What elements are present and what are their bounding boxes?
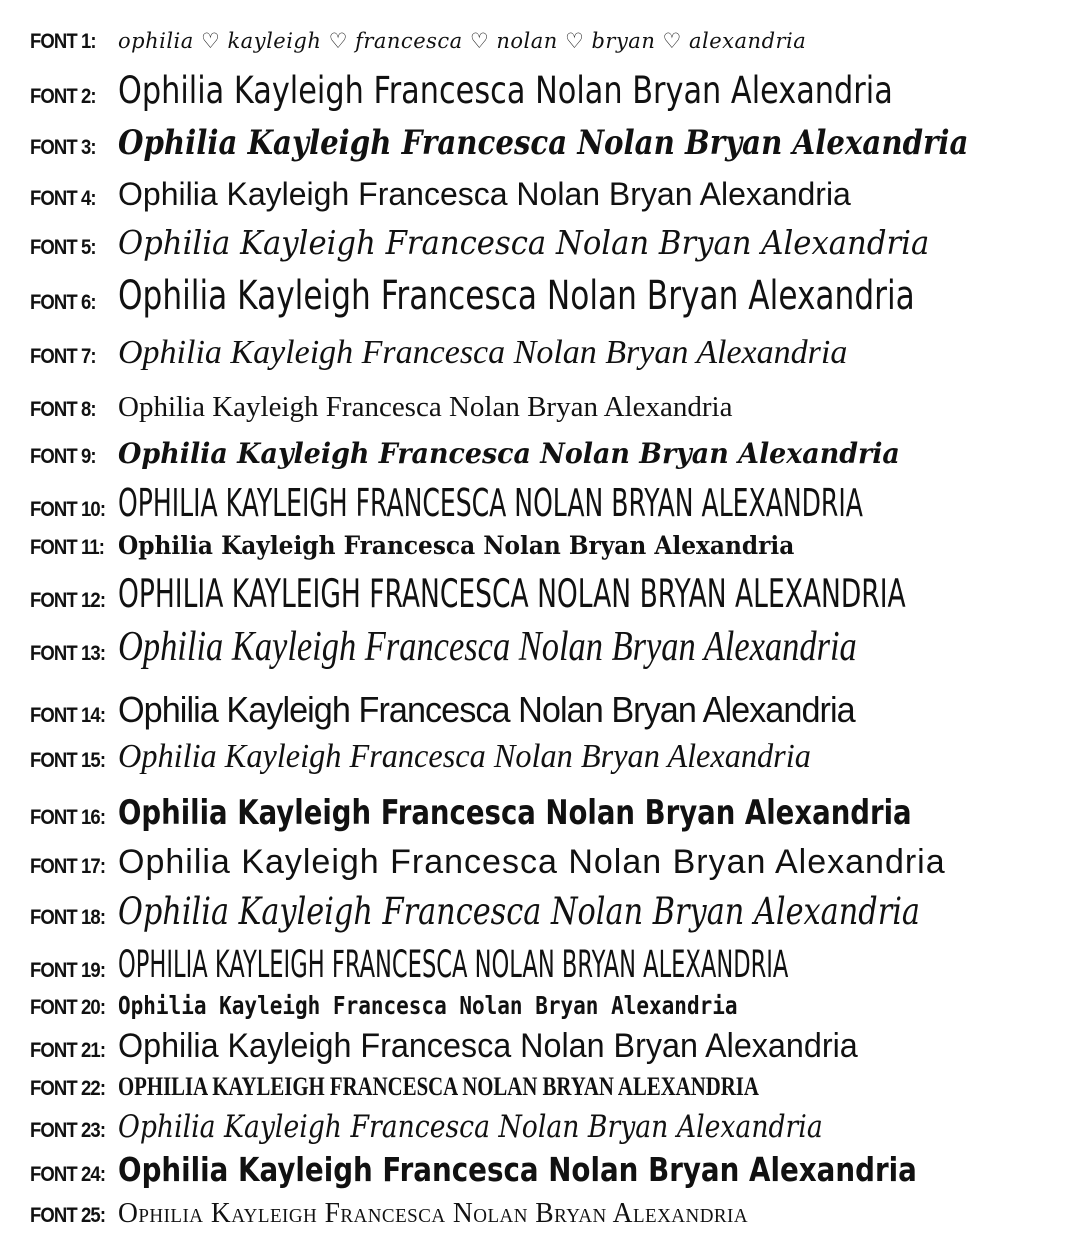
font-row-17 [30, 845, 1051, 879]
font-label: FONT 24: [30, 1163, 106, 1186]
font-row-11 [30, 533, 1051, 560]
font-label: FONT 14: [30, 704, 106, 727]
font-sample: OPHILIA KAYLEIGH FRANCESCA NOLAN BRYAN ALEXANDRIA [118, 481, 863, 525]
font-row-5 [30, 223, 1051, 262]
font-label: FONT 20: [30, 996, 106, 1019]
font-label: FONT 19: [30, 959, 106, 982]
font-sample: Ophilia Kayleigh Francesca Nolan Bryan Alexandria [118, 531, 795, 560]
font-row-20 [30, 993, 1051, 1020]
font-sample: Ophilia Kayleigh Francesca Nolan Bryan Alexandria [118, 1109, 823, 1145]
font-label: FONT 16: [30, 806, 106, 829]
font-row-25 [30, 1199, 1051, 1228]
font-sample: Ophilia Kayleigh Francesca Nolan Bryan Alexandria [118, 1150, 917, 1189]
font-label: FONT 18: [30, 906, 106, 929]
font-sample: Ophilia Kayleigh Francesca Nolan Bryan Alexandria [118, 1197, 749, 1229]
font-label: FONT 8: [30, 398, 96, 421]
font-label: FONT 23: [30, 1119, 106, 1142]
font-label: FONT 9: [30, 445, 96, 468]
font-sample: Ophilia Kayleigh Francesca Nolan Bryan Alexandria [118, 334, 848, 371]
font-label: FONT 15: [30, 749, 106, 772]
font-row-8 [30, 393, 1051, 422]
font-sample: Ophilia Kayleigh Francesca Nolan Bryan Alexandria [118, 624, 857, 670]
font-sample: Ophilia Kayleigh Francesca Nolan Bryan Alexandria [118, 890, 920, 933]
font-row-15 [30, 740, 1051, 774]
font-sample: Ophilia Kayleigh Francesca Nolan Bryan Alexandria [118, 1027, 858, 1065]
font-label: FONT 4: [30, 187, 96, 210]
font-sample: Ophilia Kayleigh Francesca Nolan Bryan Alexandria [118, 391, 733, 423]
font-row-23 [30, 1109, 1051, 1145]
font-label: FONT 12: [30, 589, 106, 612]
font-sample: ophilia ♡ kayleigh ♡ francesca ♡ nolan ♡ bryan ♡ alexandria [118, 29, 807, 53]
font-row-1 [30, 30, 1051, 54]
font-sample: Ophilia Kayleigh Francesca Nolan Bryan Alexandria [118, 437, 900, 470]
font-sample: OPHILIA KAYLEIGH FRANCESCA NOLAN BRYAN ALEXANDRIA [118, 1072, 759, 1101]
font-sample: OPHILIA KAYLEIGH FRANCESCA NOLAN BRYAN ALEXANDRIA [118, 943, 789, 986]
font-label: FONT 10: [30, 498, 106, 521]
font-label: FONT 21: [30, 1039, 106, 1062]
font-row-12 [30, 572, 1051, 617]
font-row-22 [30, 1074, 1051, 1101]
font-sample: Ophilia Kayleigh Francesca Nolan Bryan Alexandria [118, 123, 969, 163]
font-row-7 [30, 336, 1051, 370]
font-sample: Ophilia Kayleigh Francesca Nolan Bryan Alexandria [118, 689, 855, 730]
font-row-10 [30, 481, 1051, 525]
font-label: FONT 1: [30, 30, 96, 53]
font-row-4 [30, 178, 1051, 211]
font-row-13 [30, 626, 1051, 668]
font-sample: Ophilia Kayleigh Francesca Nolan Bryan Alexandria [118, 793, 912, 833]
font-label: FONT 22: [30, 1077, 106, 1100]
font-row-2 [30, 69, 1051, 112]
font-row-3 [30, 123, 1051, 163]
font-label: FONT 6: [30, 291, 96, 314]
font-label: FONT 2: [30, 85, 96, 108]
font-sample: Ophilia Kayleigh Francesca Nolan Bryan Alexandria [118, 738, 811, 775]
font-label: FONT 11: [30, 536, 105, 559]
font-row-18 [30, 890, 1051, 933]
font-sample: Ophilia Kayleigh Francesca Nolan Bryan Alexandria [118, 273, 915, 319]
font-sample: Ophilia Kayleigh Francesca Nolan Bryan Alexandria [118, 843, 946, 881]
font-row-19 [30, 943, 1051, 986]
font-row-9 [30, 437, 1051, 470]
font-row-6 [30, 273, 1051, 319]
font-sample: Ophilia Kayleigh Francesca Nolan Bryan Alexandria [118, 991, 738, 1020]
font-sample: OPHILIA KAYLEIGH FRANCESCA NOLAN BRYAN ALEXANDRIA [118, 572, 906, 617]
font-sample: Ophilia Kayleigh Francesca Nolan Bryan Alexandria [118, 69, 893, 112]
font-sample: Ophilia Kayleigh Francesca Nolan Bryan Alexandria [118, 223, 930, 262]
font-label: FONT 5: [30, 236, 96, 259]
font-row-24 [30, 1150, 1051, 1189]
font-label: FONT 7: [30, 345, 96, 368]
font-sample: Ophilia Kayleigh Francesca Nolan Bryan Alexandria [118, 176, 851, 212]
font-row-21 [30, 1029, 1051, 1063]
font-row-14 [30, 689, 1051, 730]
font-label: FONT 3: [30, 136, 96, 159]
font-label: FONT 17: [30, 855, 106, 878]
font-row-16 [30, 793, 1051, 833]
font-label: FONT 25: [30, 1204, 106, 1227]
font-label: FONT 13: [30, 642, 106, 665]
